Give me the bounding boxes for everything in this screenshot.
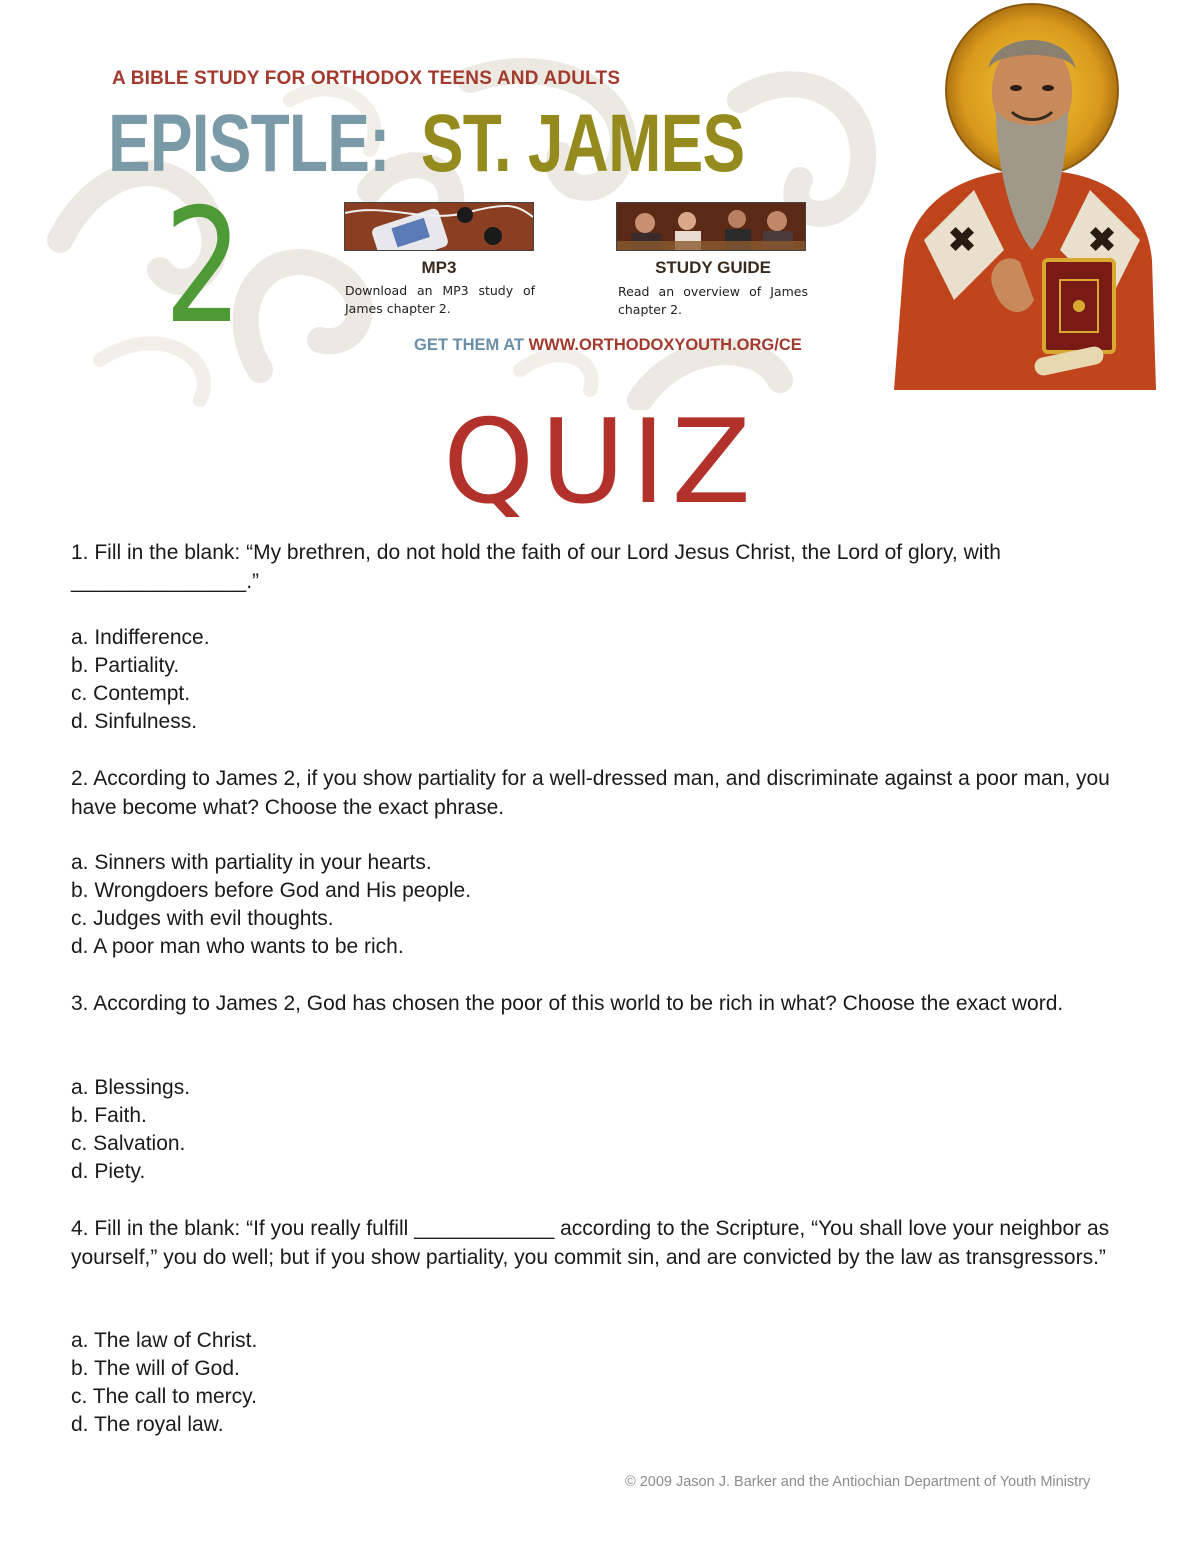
question-3-option-a: a. Blessings. xyxy=(71,1076,191,1099)
question-3-option-d: d. Piety. xyxy=(71,1160,146,1183)
title-epistle: EPISTLE: xyxy=(108,98,390,189)
question-4-option-a: a. The law of Christ. xyxy=(71,1329,258,1352)
question-2-option-b: b. Wrongdoers before God and His people. xyxy=(71,879,472,902)
mp3-thumbnail[interactable] xyxy=(344,202,534,251)
question-1-option-b: b. Partiality. xyxy=(71,654,180,677)
website-link[interactable]: WWW.ORTHODOXYOUTH.ORG/CE xyxy=(528,336,802,354)
question-2: 2. According to James 2, if you show partiality for a well-dressed man, and discriminate against a poor man, you have become what? Choose the exact phrase. xyxy=(71,767,1110,819)
get-them-lead: GET THEM AT xyxy=(414,336,524,354)
mp3-title: MP3 xyxy=(421,258,457,277)
group-study-photo-icon xyxy=(617,203,805,250)
question-1-option-d: d. Sinfulness. xyxy=(71,710,198,733)
question-2-option-d: d. A poor man who wants to be rich. xyxy=(71,935,404,958)
st-james-icon xyxy=(884,0,1156,390)
question-2-option-c: c. Judges with evil thoughts. xyxy=(71,907,334,930)
question-1: 1. Fill in the blank: “My brethren, do not hold the faith of our Lord Jesus Christ, the Lord of glory, with _______________.” xyxy=(71,541,1001,593)
question-2-option-a: a. Sinners with partiality in your hearts. xyxy=(71,851,432,874)
chapter-number: 2 xyxy=(164,175,243,359)
series-kicker: A BIBLE STUDY FOR ORTHODOX TEENS AND ADULTS xyxy=(112,68,621,89)
question-4: 4. Fill in the blank: “If you really fulfill ____________ according to the Scripture, “You shall love your neighbor as yourself,” you do well; but if you show partiality, you commit sin, and are convicted by the law as transgressors.” xyxy=(71,1217,1110,1269)
question-4-option-b: b. The will of God. xyxy=(71,1357,240,1380)
question-4-option-d: d. The royal law. xyxy=(71,1413,224,1436)
title-st-james: ST. JAMES xyxy=(420,98,745,189)
copyright-footer: © 2009 Jason J. Barker and the Antiochian Department of Youth Ministry xyxy=(625,1474,1091,1490)
study-guide-thumbnail[interactable] xyxy=(616,202,806,251)
mp3-description: Download an MP3 study of James chapter 2. xyxy=(345,283,535,316)
question-3-option-b: b. Faith. xyxy=(71,1104,147,1127)
question-1-option-c: c. Contempt. xyxy=(71,682,191,705)
study-guide-title: STUDY GUIDE xyxy=(655,258,771,277)
get-them-line xyxy=(414,336,802,355)
earbuds-photo-icon xyxy=(345,203,533,250)
quiz-heading: QUIZ xyxy=(443,395,757,530)
question-4-option-c: c. The call to mercy. xyxy=(71,1385,257,1408)
study-guide-description: Read an overview of James chapter 2. xyxy=(618,284,808,317)
question-3: 3. According to James 2, God has chosen the poor of this world to be rich in what? Choose the exact word. xyxy=(71,992,1064,1015)
question-1-option-a: a. Indifference. xyxy=(71,626,210,649)
question-3-option-c: c. Salvation. xyxy=(71,1132,186,1155)
